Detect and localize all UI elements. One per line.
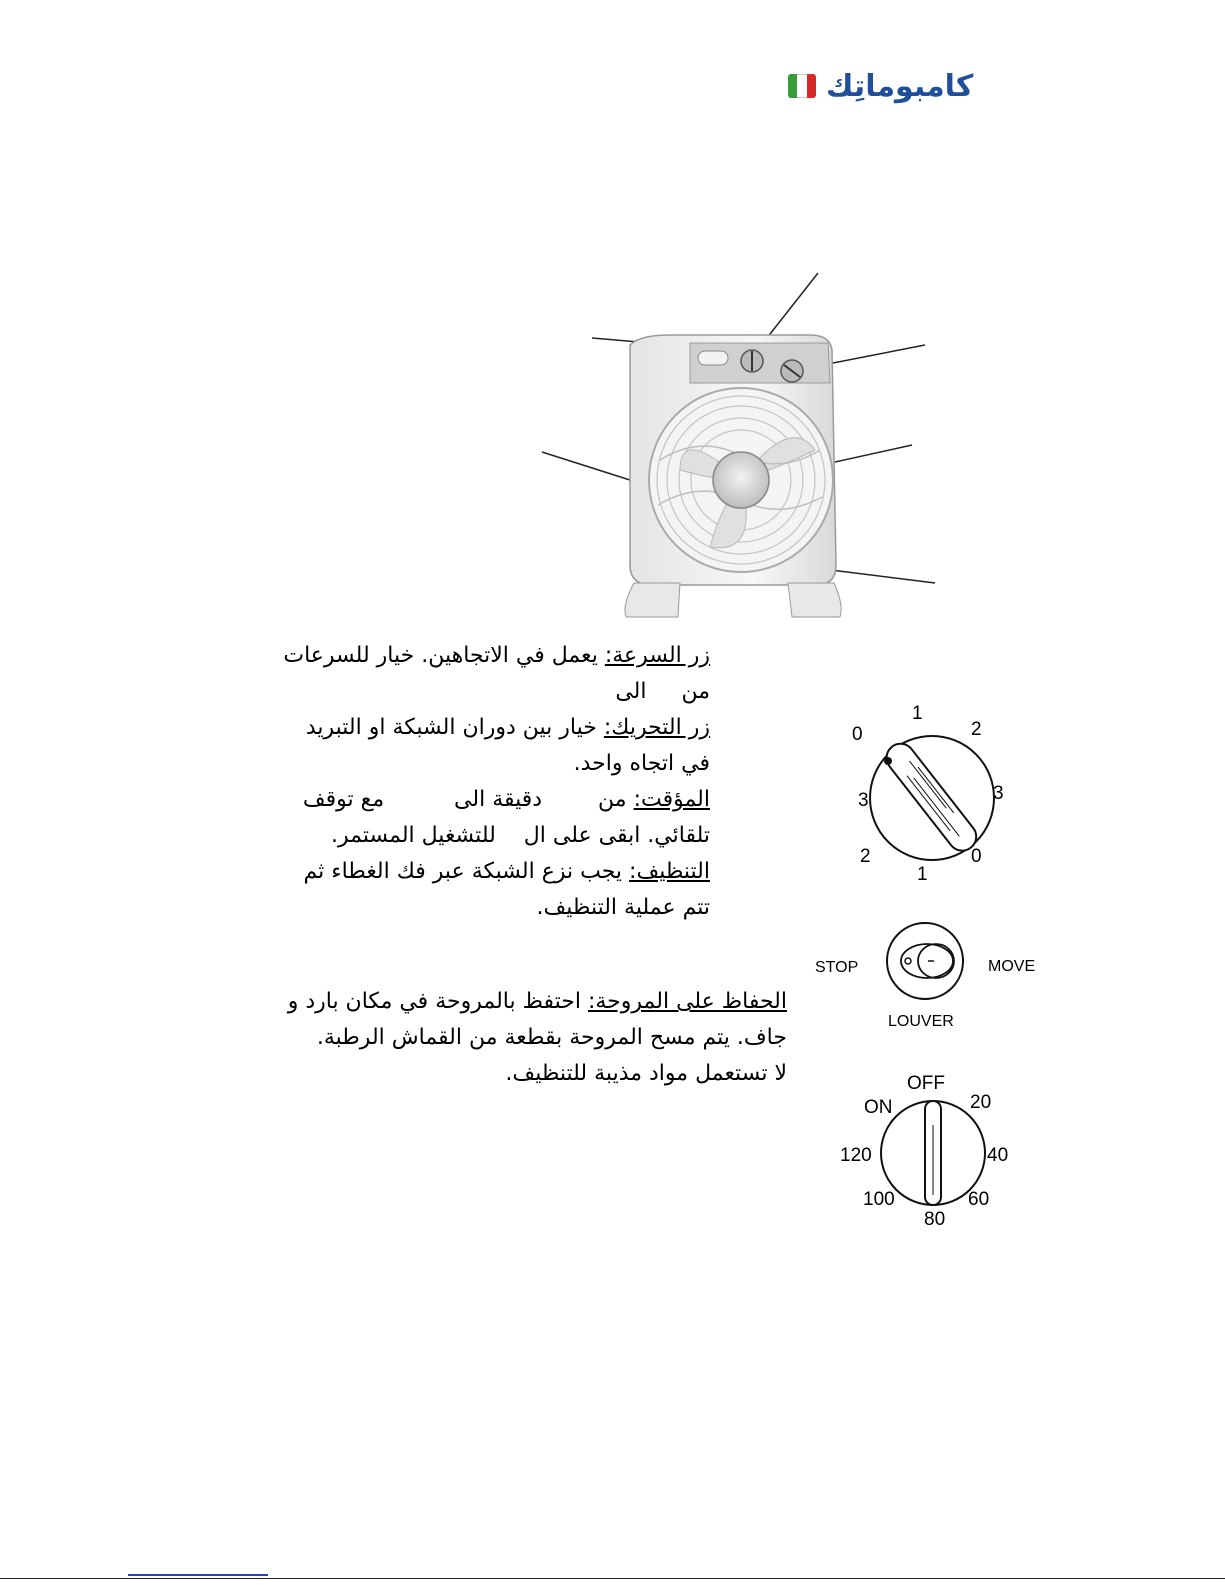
maintenance-heading: الحفاظ على المروحة: bbox=[587, 989, 787, 1014]
footer-divider bbox=[0, 1578, 1225, 1579]
cleaning-text: يجب نزع الشبكة عبر فك الغطاء ثم bbox=[303, 859, 623, 884]
timer-label-40: 40 bbox=[987, 1145, 1009, 1166]
timer-label-off: OFF bbox=[907, 1073, 945, 1094]
louver-knob-instruction bbox=[240, 710, 710, 782]
timer-label-on: ON bbox=[864, 1097, 893, 1118]
louver-knob-text-2: في اتجاه واحد. bbox=[573, 751, 710, 776]
italy-flag-icon bbox=[788, 74, 816, 98]
timer-label-100: 100 bbox=[863, 1189, 895, 1210]
speed-knob-text-2: من الى bbox=[615, 679, 710, 704]
speed-knob-instruction bbox=[240, 638, 710, 710]
maintenance-text-2: جاف. يتم مسح المروحة بقطعة من القماش الرطبة. bbox=[316, 1025, 787, 1050]
maintenance-text: احتفظ بالمروحة في مكان بارد و bbox=[287, 989, 581, 1014]
speed-knob-heading: زر السرعة: bbox=[604, 643, 710, 668]
speed-knob-text: يعمل في الاتجاهين. خيار للسرعات bbox=[283, 643, 598, 668]
cleaning-instruction bbox=[240, 854, 710, 926]
speed-label-bottom-2: 2 bbox=[860, 846, 871, 867]
timer-instruction bbox=[240, 782, 710, 854]
louver-label: LOUVER bbox=[888, 1013, 954, 1030]
timer-text-2: تلقائي. ابقى على ال للتشغيل المستمر. bbox=[331, 823, 710, 848]
timer-dial-diagram bbox=[830, 1065, 1030, 1235]
box-fan-illustration bbox=[530, 265, 950, 625]
timer-text: من دقيقة الى مع توقف bbox=[302, 787, 627, 812]
brand-name: كامبوماتِك bbox=[826, 68, 974, 104]
cleaning-heading: التنظيف: bbox=[629, 859, 710, 884]
speed-label-top-2: 2 bbox=[971, 719, 982, 740]
louver-switch-diagram bbox=[810, 920, 1050, 1035]
controls-instructions bbox=[240, 638, 710, 926]
cleaning-text-2: تتم عملية التنظيف. bbox=[536, 895, 710, 920]
louver-knob-heading: زر التحريك: bbox=[603, 715, 710, 740]
footer-link-underline bbox=[128, 1574, 268, 1576]
timer-label-80: 80 bbox=[924, 1209, 946, 1230]
maintenance-instructions bbox=[227, 984, 787, 1092]
timer-label-120: 120 bbox=[840, 1145, 872, 1166]
louver-move-label: MOVE bbox=[988, 958, 1036, 975]
speed-label-bottom-0: 0 bbox=[971, 846, 982, 867]
timer-heading: المؤقت: bbox=[633, 787, 710, 812]
timer-label-60: 60 bbox=[968, 1189, 990, 1210]
speed-label-left-3: 3 bbox=[858, 790, 869, 811]
speed-dial-diagram bbox=[840, 695, 1030, 890]
speed-label-right-3: 3 bbox=[993, 783, 1004, 804]
maintenance-text-3: لا تستعمل مواد مذيبة للتنظيف. bbox=[505, 1061, 787, 1086]
louver-stop-label: STOP bbox=[815, 959, 859, 976]
speed-label-top-0: 0 bbox=[852, 724, 863, 745]
brand-logo bbox=[788, 66, 1098, 106]
speed-label-bottom-1: 1 bbox=[917, 864, 928, 885]
speed-label-top-1: 1 bbox=[912, 703, 923, 724]
timer-label-20: 20 bbox=[970, 1092, 992, 1113]
louver-knob-text: خيار بين دوران الشبكة او التبريد bbox=[305, 715, 597, 740]
